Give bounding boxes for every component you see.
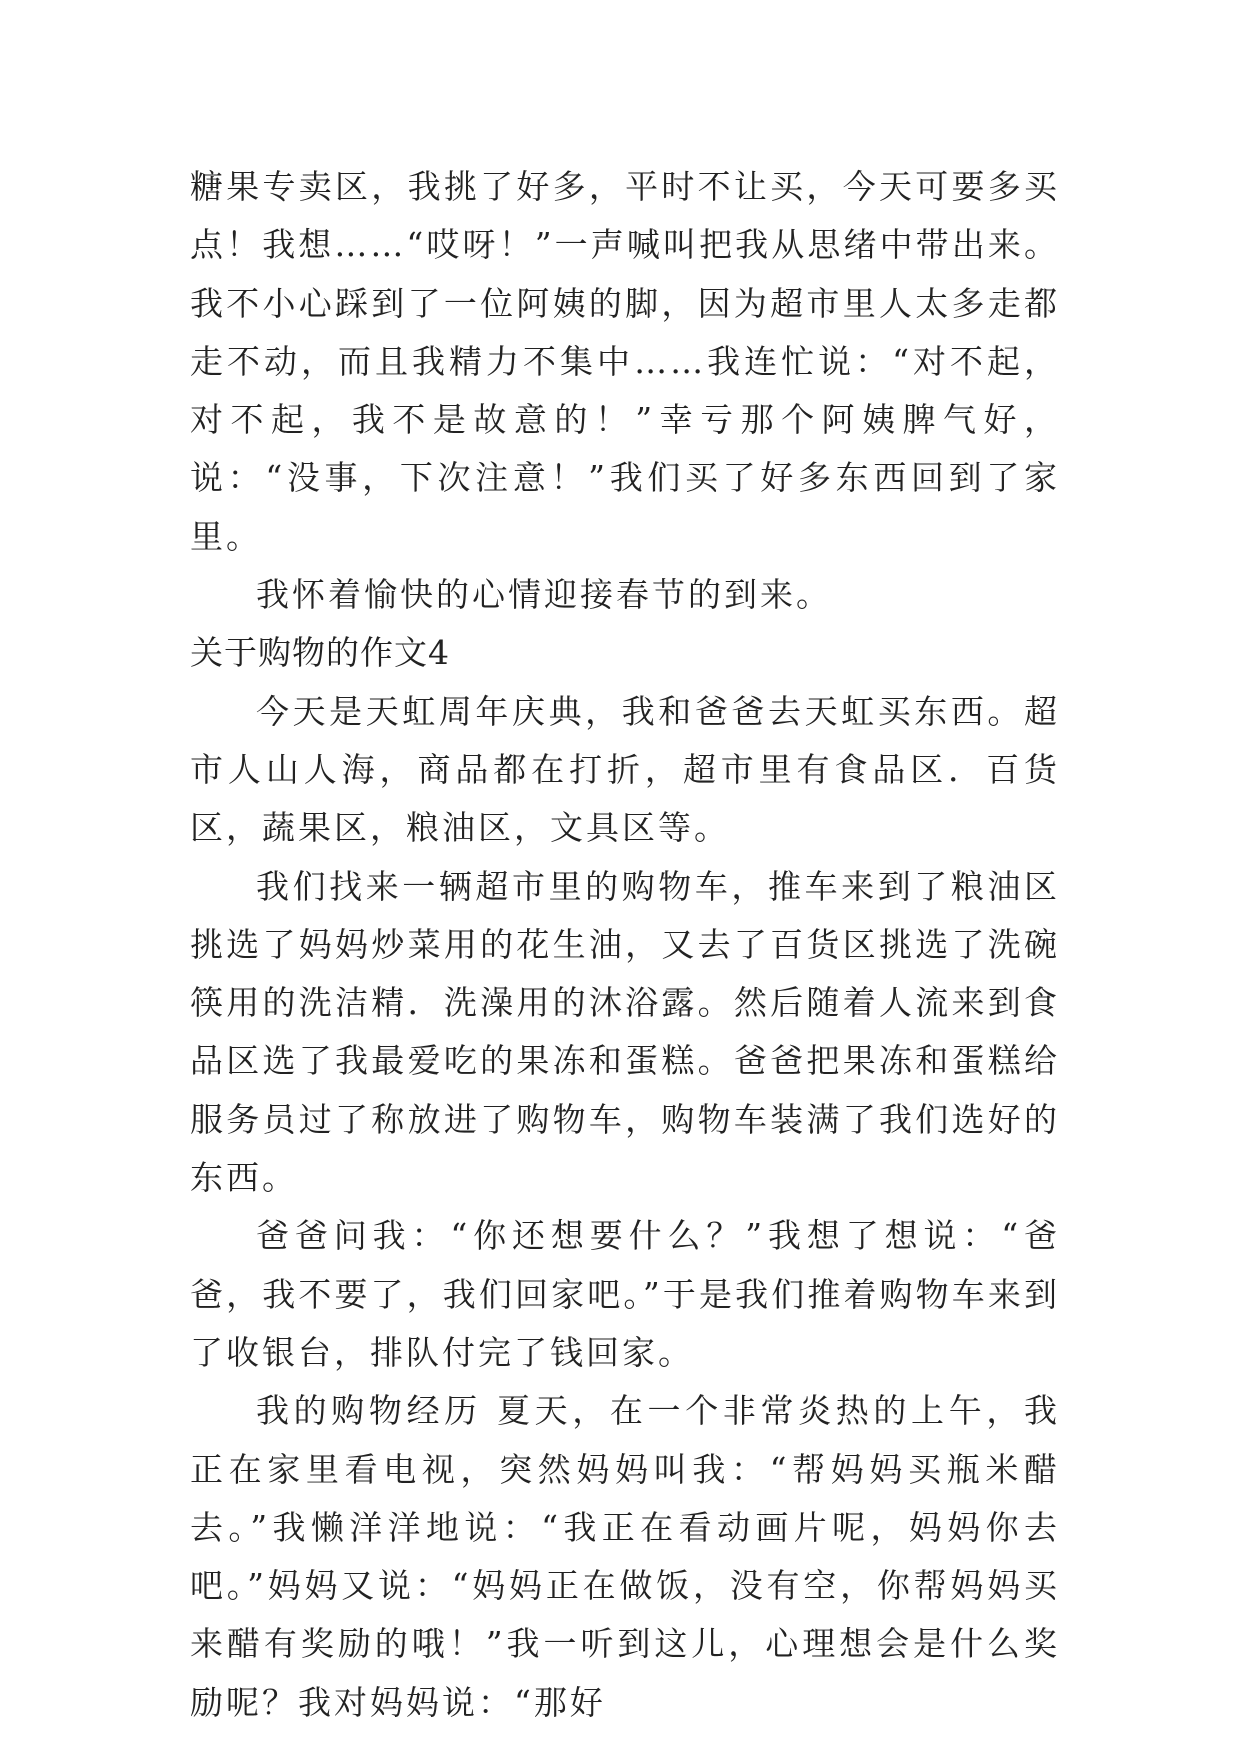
paragraph: 我的购物经历 夏天，在一个非常炎热的上午，我正在家里看电视，突然妈妈叫我：“帮妈妈买瓶米醋去。”我懒洋洋地说：“我正在看动画片呢，妈妈你去吧。”妈妈又说：“妈妈正在做饭，没有空，你帮妈妈买来醋有奖励的哦！”我一听到这儿，心理想会是什么奖励呢？我对妈妈说：“那好 bbox=[190, 1391, 1060, 1722]
paragraph: 我们找来一辆超市里的购物车，推车来到了粮油区挑选了妈妈炒菜用的花生油，又去了百货区挑选了洗碗筷用的洗洁精．洗澡用的沐浴露。然后随着人流来到食品区选了我最爱吃的果冻和蛋糕。爸爸把果冻和蛋糕给服务员过了称放进了购物车，购物车装满了我们选好的东西。 bbox=[190, 866, 1060, 1198]
paragraph: 我怀着愉快的心情迎接春节的到来。 bbox=[256, 575, 832, 615]
paragraph: 爸爸问我：“你还想要什么？”我想了想说：“爸爸，我不要了，我们回家吧。”于是我们推着购物车来到了收银台，排队付完了钱回家。 bbox=[190, 1216, 1060, 1372]
document-body bbox=[190, 158, 1060, 1732]
paragraph-continued: 糖果专卖区，我挑了好多，平时不让买，今天可要多买点！我想……“哎呀！”一声喊叫把我从思绪中带出来。我不小心踩到了一位阿姨的脚，因为超市里人太多走都走不动，而且我精力不集中……我连忙说：“对不起，对不起，我不是故意的！”幸亏那个阿姨脾气好，说：“没事，下次注意！”我们买了好多东西回到了家里。 bbox=[190, 167, 1060, 556]
section-heading: 关于购物的作文4 bbox=[190, 633, 450, 673]
paragraph: 今天是天虹周年庆典，我和爸爸去天虹买东西。超市人山人海，商品都在打折，超市里有食品区．百货区，蔬果区，粮油区，文具区等。 bbox=[190, 691, 1060, 848]
